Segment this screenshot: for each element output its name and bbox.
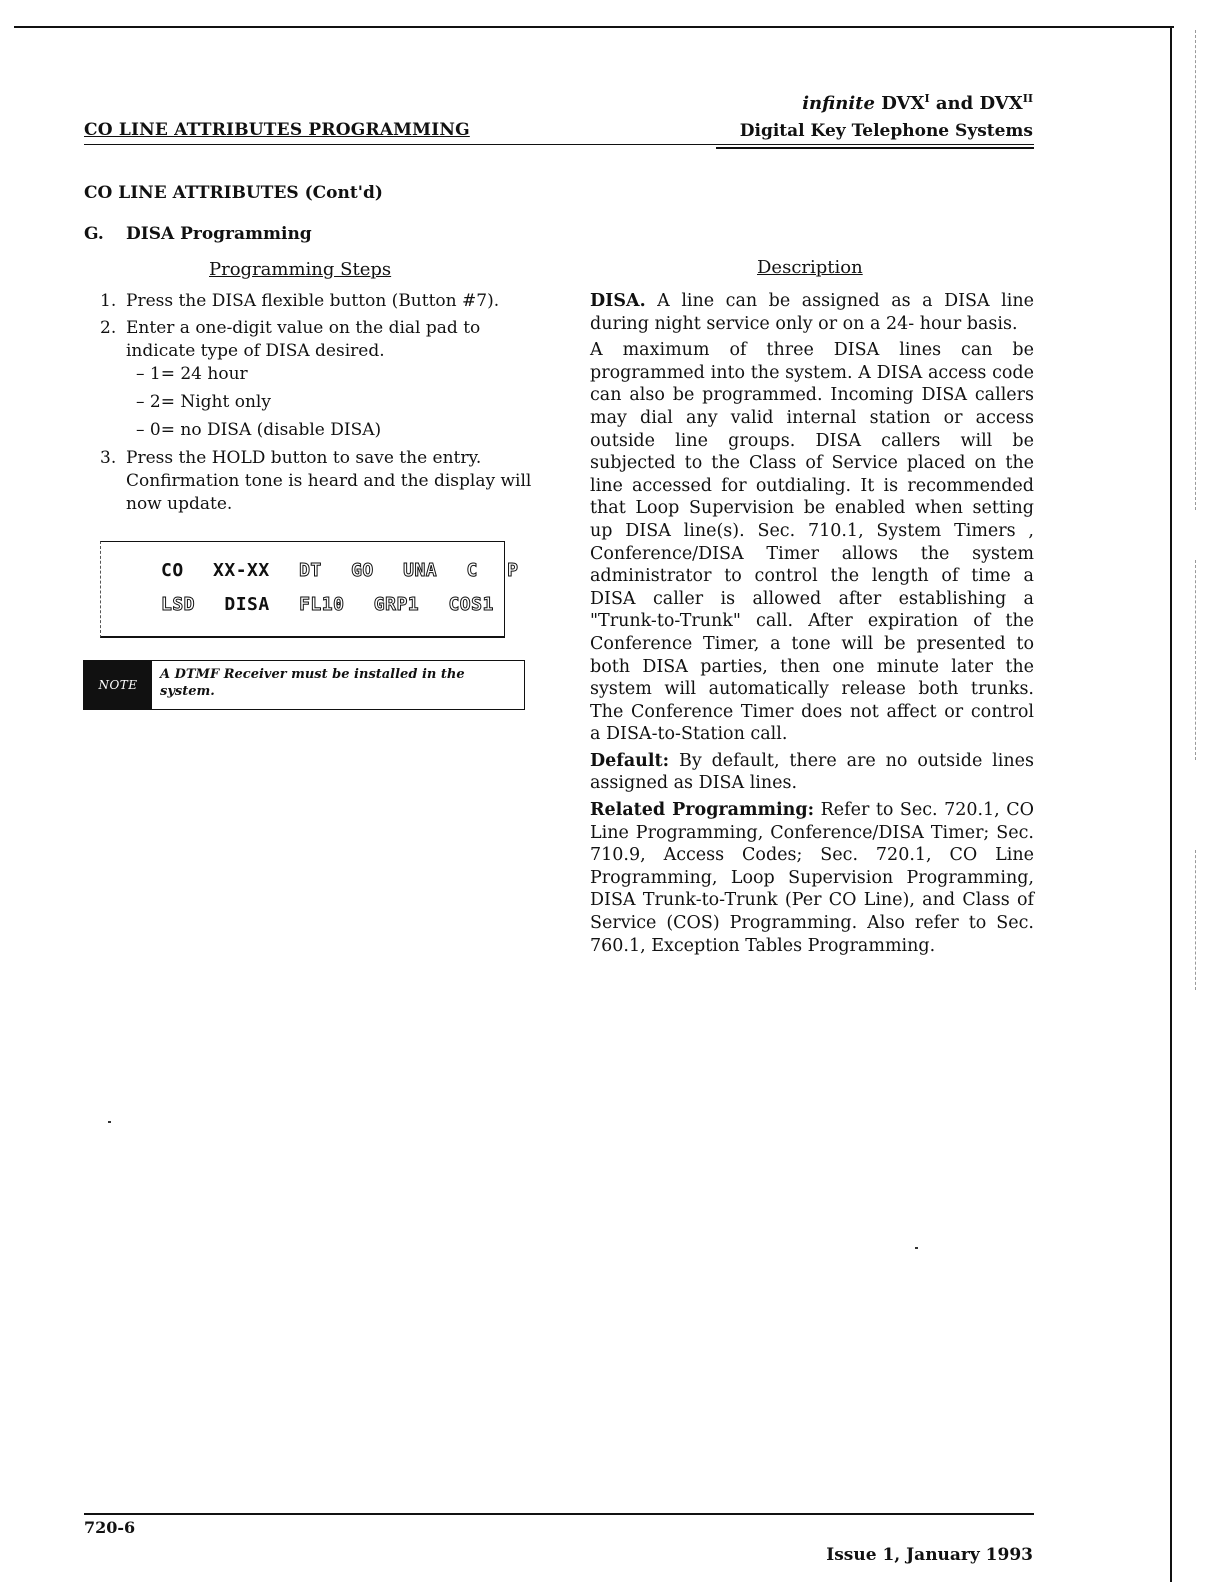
product-italic: infinite xyxy=(802,93,875,114)
footer-rule xyxy=(84,1513,1034,1515)
lcd-field: COS1 xyxy=(448,594,494,615)
lcd-field: GO xyxy=(351,560,374,581)
product-sup-1: I xyxy=(924,92,930,105)
step-item xyxy=(100,447,532,516)
lcd-row-2 xyxy=(161,594,512,615)
scan-edge-mark xyxy=(1195,850,1197,990)
subsection-title: DISA Programming xyxy=(126,224,312,244)
note-text: A DTMF Receiver must be installed in the system. xyxy=(160,667,465,699)
paragraph-text: By default, there are no outside lines assigned as DISA lines. xyxy=(590,750,1034,794)
header-section-title: CO LINE ATTRIBUTES PROGRAMMING xyxy=(84,120,470,140)
note-tag: NOTE xyxy=(84,661,152,709)
header-subtitle: Digital Key Telephone Systems xyxy=(739,121,1033,141)
term-disa: DISA. xyxy=(590,291,646,311)
lcd-field: P xyxy=(507,560,519,581)
step-item xyxy=(100,290,532,313)
page-number: 720-6 xyxy=(84,1518,136,1537)
lcd-field: XX-XX xyxy=(213,560,270,581)
related-programming-paragraph xyxy=(590,799,1034,957)
lcd-field: UNA xyxy=(403,560,438,581)
lcd-field: LSD xyxy=(161,594,196,615)
option-item: – 0= no DISA (disable DISA) xyxy=(136,420,382,440)
disa-type-options xyxy=(126,363,532,442)
step-text: Press the HOLD button to save the entry. Confirmation tone is heard and the display will now update. xyxy=(126,448,532,514)
step-text: Press the DISA flexible button (Button #7). xyxy=(126,291,500,311)
issue-date: Issue 1, January 1993 xyxy=(826,1545,1033,1565)
lcd-field: DT xyxy=(299,560,322,581)
header-rule xyxy=(84,144,1034,145)
programming-steps-heading: Programming Steps xyxy=(209,259,392,280)
product-dvx: DVX xyxy=(881,93,925,114)
description-text xyxy=(590,290,1034,961)
option-item: – 2= Night only xyxy=(136,392,271,412)
step-number: 1. xyxy=(100,291,117,311)
paragraph-text: A line can be assigned as a DISA line during night service only or on a 24- hour basis. xyxy=(590,291,1034,334)
step-number: 3. xyxy=(100,448,117,468)
description-heading: Description xyxy=(757,257,863,278)
term-default: Default: xyxy=(590,750,670,771)
term-related: Related Programming: xyxy=(590,800,815,821)
lcd-field: C xyxy=(466,560,478,581)
top-border-rule xyxy=(14,26,1174,28)
lcd-row-1 xyxy=(161,560,537,581)
lcd-display-panel xyxy=(100,541,519,638)
scan-speck xyxy=(108,1121,111,1123)
lcd-field: GRP1 xyxy=(373,594,420,615)
description-paragraph xyxy=(590,290,1034,335)
lcd-field: FL10 xyxy=(299,594,345,615)
header-rule-thick xyxy=(716,147,1034,149)
product-and-dvx: and DVX xyxy=(935,93,1023,114)
lcd-field: DISA xyxy=(224,594,270,615)
step-text: Enter a one-digit value on the dial pad to indicate type of DISA desired. xyxy=(126,318,481,361)
option-item: – 1= 24 hour xyxy=(136,364,248,384)
paragraph-text: Refer to Sec. 720.1, CO Line Programming, Conference/DISA Timer; Sec. 710.9, Access Codes; Sec. 720.1, CO Line Programming, Loop Supervision Programming, DISA Trunk-to-Trunk (Per CO Line), and Class of Service (COS) Programming. Also refer to Sec. 760.1, Exception Tables Programming. xyxy=(590,800,1034,956)
default-paragraph xyxy=(590,750,1034,795)
step-number: 2. xyxy=(100,318,117,338)
header-product-name xyxy=(802,92,1033,114)
subsection-letter: G. xyxy=(84,224,104,244)
product-sup-2: II xyxy=(1022,92,1033,105)
step-item xyxy=(100,317,532,442)
programming-steps-list xyxy=(100,290,532,520)
lcd-field: CO xyxy=(161,560,184,581)
section-title: CO LINE ATTRIBUTES (Cont'd) xyxy=(84,183,383,203)
scan-edge-mark xyxy=(1195,560,1197,760)
description-paragraph: A maximum of three DISA lines can be programmed into the system. A DISA access code can also be programmed. Incoming DISA callers may dial any valid internal station or access outside line groups. DISA callers will be subjected to the Class of Service placed on the line accessed for outdialing. It is recommended that Loop Supervision be enabled when setting up DISA line(s). Sec. 710.1, System Timers , Conference/DISA Timer allows the system administrator to control the length of time a DISA caller is allowed after establishing a "Trunk-to-Trunk" call. After expiration of the Conference Timer, a tone will be presented to both DISA parties, then one minute later the system will automatically release both trunks. The Conference Timer does not affect or control a DISA-to-Station call. xyxy=(590,340,1034,745)
scan-speck xyxy=(915,1247,918,1249)
scan-edge-mark xyxy=(1195,30,1197,510)
right-border-rule xyxy=(1170,26,1172,1582)
note-box xyxy=(83,660,525,710)
